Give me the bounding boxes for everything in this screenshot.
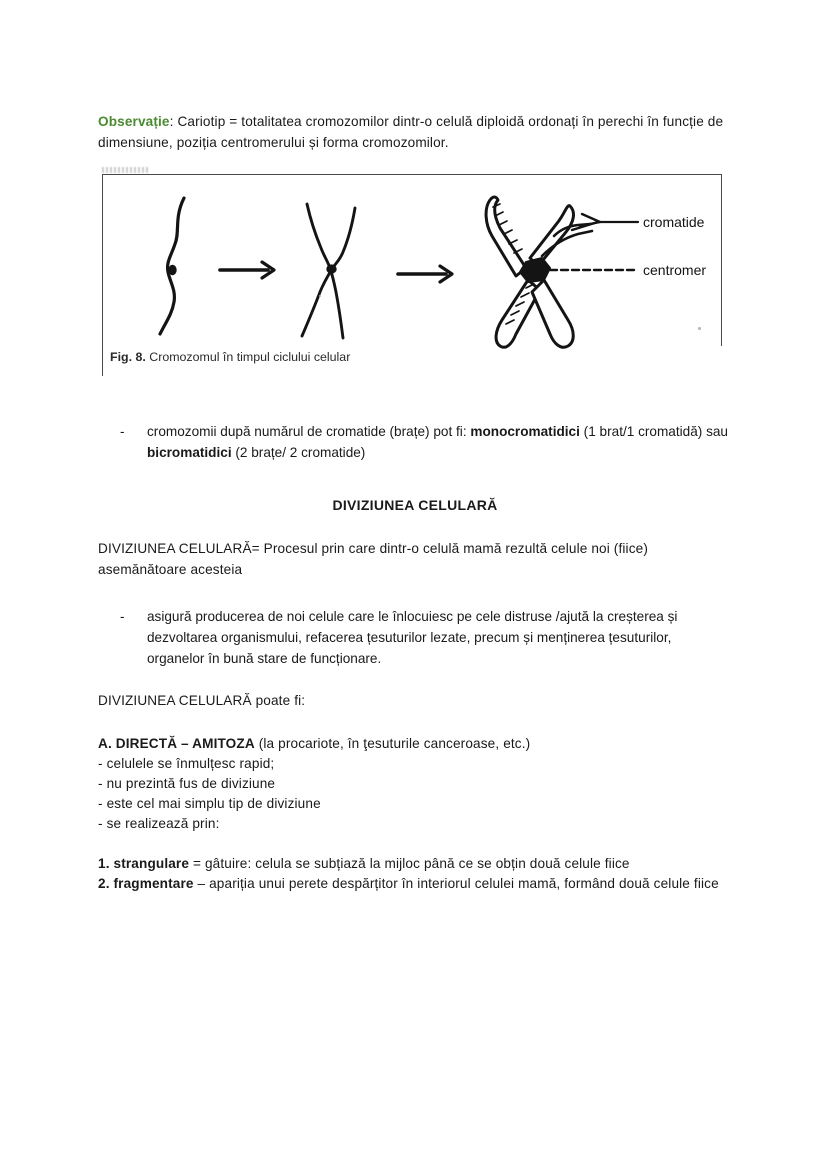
- bullet-division-role: [98, 606, 732, 669]
- chromosome-cycle-diagram: [102, 174, 722, 352]
- type-a-point-1: - nu prezintă fus de diviziune: [98, 776, 276, 791]
- figure-caption-text: Cromozomul în timpul ciclului celular: [145, 350, 351, 364]
- bullet-part-1: cromozomii după numărul de cromatide (brațe) pot fi:: [147, 424, 471, 439]
- mechanism-strangulare-label: 1. strangulare: [98, 856, 190, 871]
- bullet-dash: -: [120, 609, 125, 624]
- figure-label-cromatide: cromatide: [643, 214, 705, 230]
- mechanism-fragmentare-label: 2. fragmentare: [98, 876, 194, 891]
- type-a-point-0: - celulele se înmulțesc rapid;: [98, 756, 275, 771]
- term-monocromatidici: monocromatidici: [470, 424, 580, 439]
- bullet-role-text: asigură producerea de noi celule care le înlocuiesc pe cele distruse /ajută la creșterea și dezvoltarea organismului, refacerea țesuturilor lezate, precum și menținerea țesuturilor, organelor în bună stare de funcționare.: [147, 609, 678, 666]
- term-bicromatidici: bicromatidici: [147, 445, 232, 460]
- type-a-point-3: - se realizează prin:: [98, 816, 220, 831]
- mechanism-strangulare-text: = gâtuire: celula se subțiază la mijloc până ce se obțin două celule fiice: [189, 856, 630, 871]
- scan-artifact: [102, 167, 148, 173]
- type-a-title: A. DIRECTĂ – AMITOZA: [98, 735, 255, 751]
- type-a-heading: [98, 734, 732, 755]
- scan-speck-1: [319, 295, 321, 297]
- mechanism-fragmentare-text: – apariția unui perete despărțitor în interiorul celulei mamă, formând două celule fiice: [193, 876, 719, 891]
- definition-paragraph: DIVIZIUNEA CELULARĂ= Procesul prin care dintr-o celulă mamă rezultă celule noi (fiice) asemănătoare acesteia: [98, 541, 648, 577]
- bullet-part-3: (2 brațe/ 2 cromatide): [231, 445, 366, 460]
- mechanism-strangulare: [98, 854, 732, 874]
- bullet-chromatid-types: [98, 421, 732, 463]
- observation-label: Observație: [98, 114, 170, 129]
- type-a-note: (la procariote, în ţesuturile canceroase, etc.): [254, 735, 531, 751]
- page-title: DIVIZIUNEA CELULARĂ: [332, 497, 498, 513]
- scan-speck-2: [698, 327, 701, 330]
- observation-text: : Cariotip = totalitatea cromozomilor dintr-o celulă diploidă ordonați în perechi în funcție de dimensiune, poziția centromerului și forma cromozomilor.: [98, 114, 724, 150]
- mechanism-fragmentare: [98, 874, 732, 894]
- figure-caption-number: Fig. 8.: [110, 350, 146, 364]
- bullet-part-2: (1 brat/1 cromatidă) sau: [579, 424, 728, 439]
- figure-caption: [110, 349, 350, 365]
- figure-label-centromer: centromer: [643, 262, 707, 278]
- type-a-point-2: - este cel mai simplu tip de diviziune: [98, 796, 321, 811]
- observation-paragraph: [98, 112, 732, 153]
- bullet-dash: -: [120, 424, 125, 439]
- document-content: [98, 112, 732, 894]
- figure-8: [98, 167, 726, 385]
- types-intro: DIVIZIUNEA CELULARĂ poate fi:: [98, 693, 306, 708]
